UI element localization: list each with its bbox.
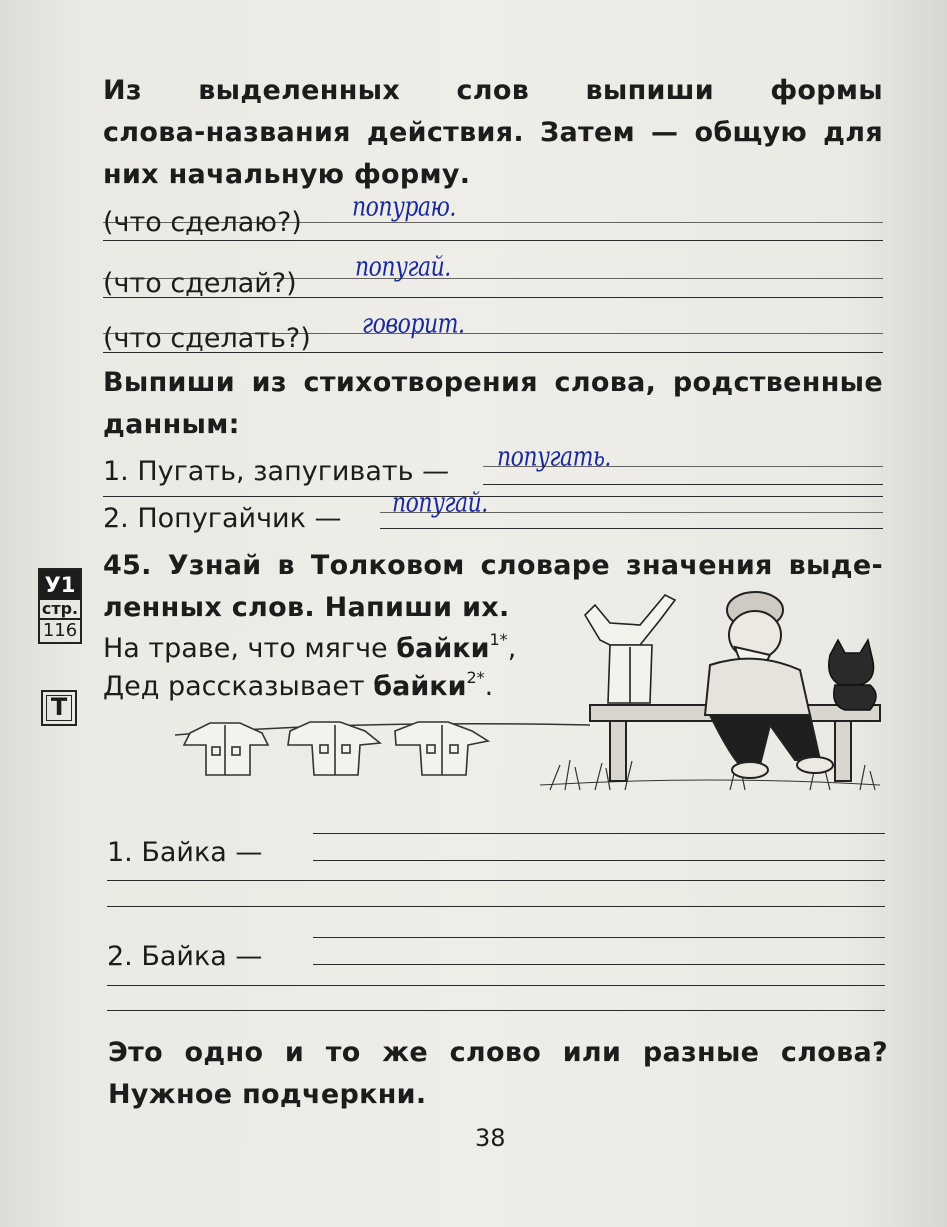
grandfather-bench-illustration	[170, 585, 890, 795]
writing-line	[103, 352, 883, 353]
writing-line	[313, 964, 885, 965]
form-question: (что сделай?)	[103, 268, 297, 299]
writing-guide-line	[380, 512, 883, 513]
footnote-mark: 2*	[466, 668, 485, 687]
instruction-line: данным:	[103, 409, 240, 440]
writing-guide-line	[103, 333, 883, 334]
definition-prompt: 1. Байка —	[107, 837, 263, 868]
shirt-on-bench-icon	[585, 595, 675, 703]
writing-guide-line	[103, 278, 883, 279]
poem-punct: ,	[507, 633, 517, 664]
instruction-line: Выпиши из стихотворения слова, родственные	[103, 367, 883, 398]
writing-line	[313, 860, 885, 861]
test-marker	[41, 690, 77, 726]
handwritten-answer: попугай.	[355, 251, 451, 283]
shirt-icon	[395, 722, 488, 775]
writing-line	[483, 484, 883, 485]
marker-page-label: стр.	[41, 599, 79, 618]
instruction-line: них начальную форму.	[103, 159, 471, 190]
writing-line	[107, 906, 885, 907]
marker-label: У1	[40, 570, 80, 600]
handwritten-answer: попугать.	[497, 441, 611, 473]
writing-line	[313, 833, 885, 834]
footnote-mark: 1*	[489, 630, 508, 649]
related-prompt: 1. Пугать, запугивать —	[103, 456, 450, 487]
poem-text: На траве, что мягче	[103, 633, 397, 664]
writing-line	[103, 240, 883, 241]
writing-line	[313, 937, 885, 938]
instruction-line: ленных слов. Напиши их.	[103, 592, 510, 623]
shirt-icon	[288, 722, 380, 775]
writing-line	[107, 985, 885, 986]
shirt-icon	[184, 723, 268, 775]
handwritten-answer: попугай.	[392, 487, 488, 519]
poem-punct: .	[484, 671, 494, 702]
form-question: (что сделаю?)	[103, 207, 302, 238]
highlighted-word: байки	[373, 671, 467, 702]
handwritten-answer: попураю.	[352, 191, 456, 223]
final-question	[108, 1032, 888, 1116]
writing-line	[107, 880, 885, 881]
writing-guide-line	[483, 466, 883, 467]
writing-line	[103, 297, 883, 298]
related-prompt: 2. Попугайчик —	[103, 503, 342, 534]
marker-page-number: 116	[42, 620, 78, 641]
definition-prompt: 2. Байка —	[107, 941, 263, 972]
poem-text: Дед рассказывает	[103, 671, 374, 702]
task-related-words	[103, 362, 883, 446]
grandfather-icon	[705, 592, 833, 778]
textbook-reference-marker	[38, 568, 82, 644]
highlighted-word: байки	[396, 633, 490, 664]
writing-line	[107, 1010, 885, 1011]
instruction-line: 45. Узнай в Толковом словаре значения выде-	[103, 550, 883, 581]
instruction-line: слова-названия действия. Затем — общую для	[103, 117, 883, 148]
question-line: Это одно и то же слово или разные слова?	[108, 1037, 888, 1068]
question-line: Нужное подчеркни.	[108, 1079, 427, 1110]
page-number: 38	[475, 1124, 506, 1152]
test-marker-letter: Т	[50, 693, 68, 721]
writing-guide-line	[103, 222, 883, 223]
writing-line	[380, 528, 883, 529]
handwritten-answer: говорит.	[362, 308, 465, 340]
form-question: (что сделать?)	[103, 323, 311, 354]
task-instruction	[103, 70, 883, 196]
instruction-line: Из выделенных слов выпиши формы	[103, 75, 883, 106]
writing-line	[103, 496, 883, 497]
cat-icon	[829, 640, 876, 710]
